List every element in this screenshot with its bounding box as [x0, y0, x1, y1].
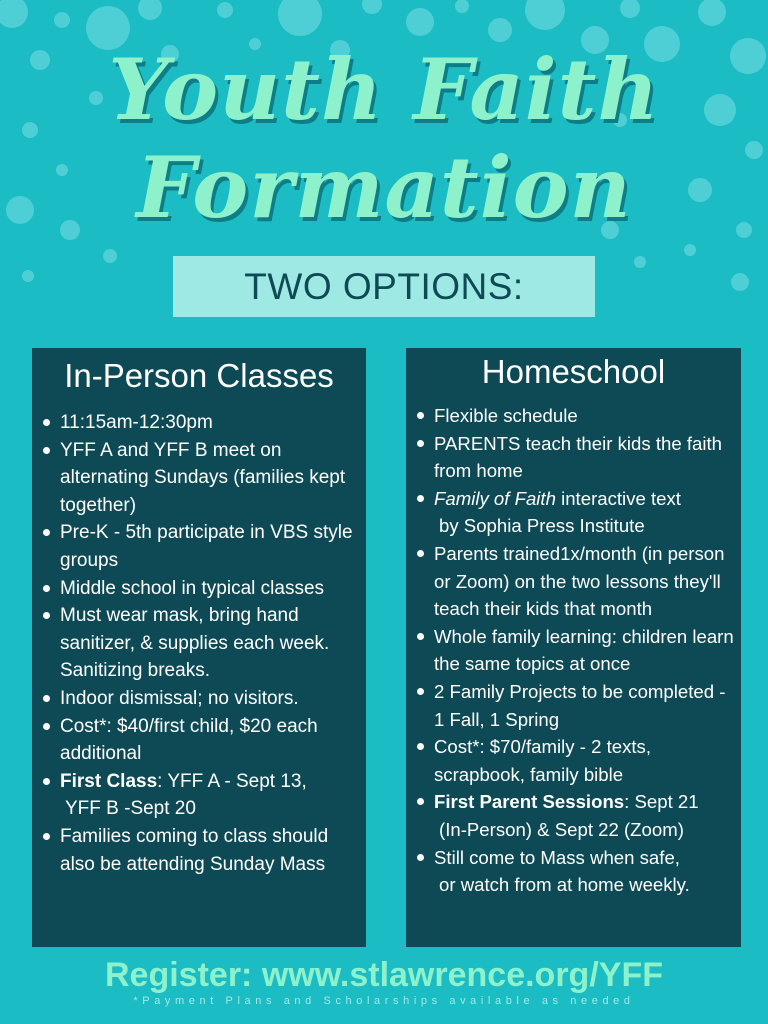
- item-text: YFF A and YFF B meet on alternating Sundays (families kept together): [60, 439, 346, 516]
- item-text: Must wear mask, bring hand sanitizer, & supplies each week. Sanitizing breaks.: [60, 605, 330, 682]
- bullet-icon: [417, 743, 424, 750]
- bullet-icon: [43, 612, 50, 619]
- bullet-icon: [417, 854, 424, 861]
- list-item: [32, 575, 366, 603]
- item-bold: First Parent Sessions: [434, 791, 625, 813]
- item-text: Families coming to class should also be attending Sunday Mass: [60, 825, 329, 875]
- payment-footnote: *Payment Plans and Scholarships available as needed: [133, 995, 635, 1007]
- item-continuation: YFF B -Sept 20: [65, 798, 196, 820]
- item-continuation: (In-Person) & Sept 22 (Zoom): [439, 818, 684, 840]
- bullet-icon: [417, 550, 424, 557]
- homeschool-heading: Homeschool: [481, 353, 666, 390]
- bullet-icon: [43, 419, 50, 426]
- list-item: [32, 409, 366, 437]
- item-bold: First Class: [60, 770, 158, 792]
- in-person-list: [32, 409, 366, 878]
- item-text: 2 Family Projects to be completed - 1 Fall, 1 Spring: [434, 680, 726, 730]
- bullet-icon: [43, 585, 50, 592]
- item-text: interactive text: [555, 487, 681, 509]
- title-line-2: Formation: [136, 138, 632, 237]
- list-item: [32, 602, 366, 685]
- item-continuation: or watch from at home weekly.: [439, 874, 690, 896]
- homeschool-list: [406, 402, 741, 899]
- item-text: 11:15am-12:30pm: [60, 412, 213, 433]
- list-item: [32, 823, 366, 878]
- list-item: [406, 623, 741, 678]
- bullet-icon: [43, 529, 50, 536]
- bullet-icon: [43, 723, 50, 730]
- bullet-icon: [43, 778, 50, 785]
- bullet-icon: [43, 447, 50, 454]
- list-item: [406, 844, 741, 899]
- bullet-icon: [43, 695, 50, 702]
- item-italic: Family of Faith: [434, 487, 556, 509]
- bullet-icon: [417, 440, 424, 447]
- item-text: Cost*: $40/first child, $20 each additional: [60, 715, 318, 765]
- item-continuation: by Sophia Press Institute: [439, 515, 645, 537]
- list-item: [406, 485, 741, 540]
- homeschool-panel: [406, 348, 741, 947]
- list-item: [32, 685, 366, 713]
- item-text: Indoor dismissal; no visitors.: [60, 687, 299, 709]
- list-item-first-class: [32, 768, 366, 823]
- bullet-icon: [417, 412, 424, 419]
- two-options-banner: TWO OPTIONS:: [173, 256, 595, 317]
- bullet-icon: [43, 833, 50, 840]
- item-text: Still come to Mass when safe,: [434, 846, 680, 868]
- item-text: Whole family learning: children learn the same topics at once: [434, 625, 734, 675]
- in-person-panel: [32, 348, 366, 947]
- item-text: : Sept 21: [624, 791, 699, 813]
- bullet-icon: [417, 688, 424, 695]
- item-text: Flexible schedule: [434, 405, 578, 426]
- list-item: [32, 437, 366, 520]
- in-person-heading: In-Person Classes: [64, 357, 334, 394]
- list-item: [406, 678, 741, 733]
- list-item: [406, 540, 741, 623]
- item-text: Pre-K - 5th participate in VBS style groups: [60, 522, 353, 571]
- list-item: [406, 402, 741, 430]
- bullet-icon: [417, 798, 424, 805]
- list-item: [32, 713, 366, 768]
- title-line-1: Youth Faith: [108, 40, 660, 139]
- bullet-icon: [417, 633, 424, 640]
- item-text: PARENTS teach their kids the faith from home: [434, 432, 722, 482]
- register-link[interactable]: Register: www.stlawrence.org/YFF: [105, 956, 663, 994]
- item-text: Middle school in typical classes: [60, 577, 325, 599]
- bullet-icon: [417, 495, 424, 502]
- list-item: [406, 733, 741, 788]
- item-text: Cost*: $70/family - 2 texts, scrapbook, family bible: [434, 736, 652, 785]
- list-item: [32, 519, 366, 574]
- list-item: [406, 430, 741, 485]
- item-text: Parents trained1x/month (in person or Zoom) on the two lessons they'll teach their kids that month: [434, 542, 725, 620]
- item-text: : YFF A - Sept 13,: [157, 770, 307, 792]
- list-item-first-session: [406, 788, 741, 843]
